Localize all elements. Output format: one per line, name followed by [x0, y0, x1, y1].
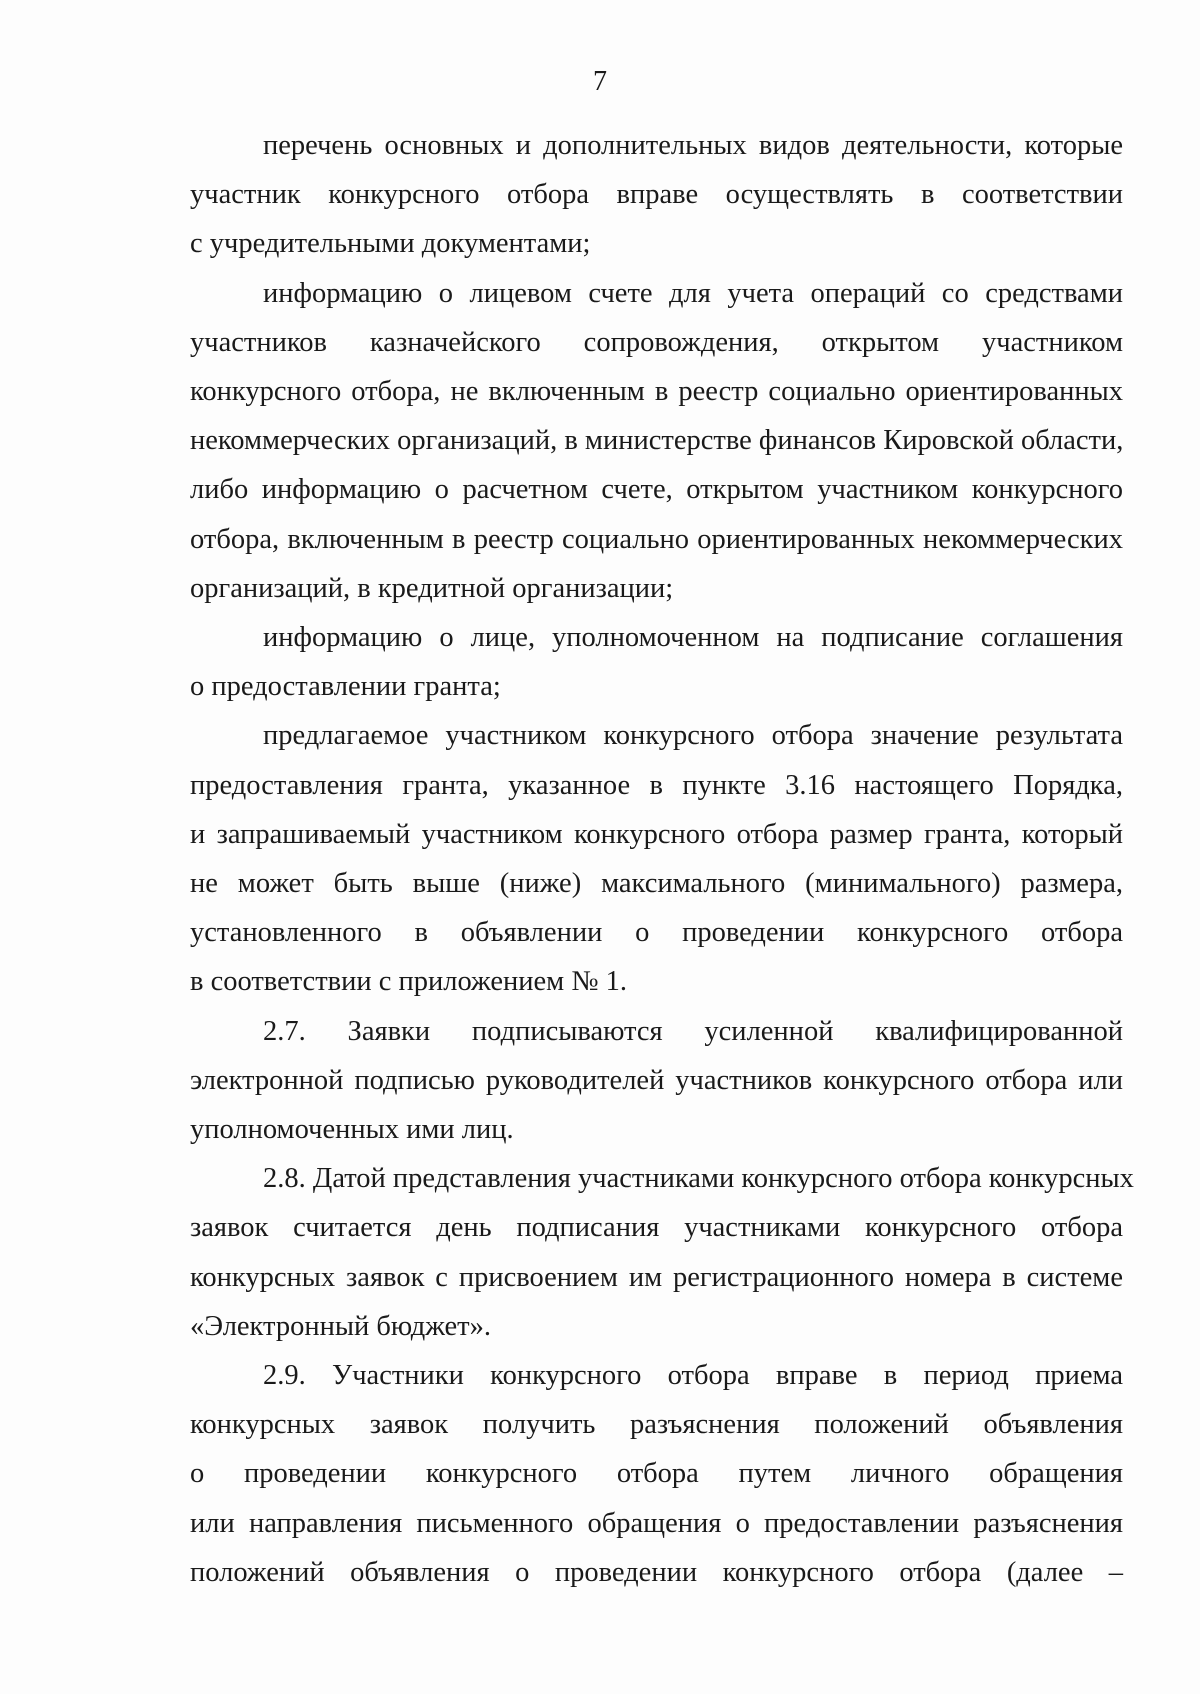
text-line: предоставления гранта, указанное в пункте 3.16 настоящего Порядка,	[190, 769, 1123, 801]
text-line: участников казначейского сопровождения, открытом участником	[190, 326, 1123, 358]
text-line: или направления письменного обращения о предоставлении разъяснения	[190, 1507, 1123, 1539]
text-line: 2.7. Заявки подписываются усиленной квалифицированной	[263, 1015, 1123, 1047]
text-line: конкурсных заявок получить разъяснения положений объявления	[190, 1409, 1123, 1441]
text-line: с учредительными документами;	[190, 228, 591, 260]
text-line: и запрашиваемый участником конкурсного отбора размер гранта, который	[190, 818, 1123, 850]
text-line: информацию о лицевом счете для учета операций со средствами	[263, 277, 1123, 309]
document-body	[190, 121, 1134, 1597]
text-line: участник конкурсного отбора вправе осуществлять в соответствии	[190, 179, 1123, 211]
text-line: отбора, включенным в реестр социально ориентированных некоммерческих	[190, 523, 1123, 555]
text-line: информацию о лице, уполномоченном на подписание соглашения	[263, 622, 1123, 654]
text-line: о проведении конкурсного отбора путем личного обращения	[190, 1458, 1123, 1490]
text-line: не может быть выше (ниже) максимального (минимального) размера,	[190, 868, 1123, 900]
text-line: «Электронный бюджет».	[190, 1310, 492, 1342]
text-line: предлагаемое участником конкурсного отбора значение результата	[263, 720, 1123, 752]
text-line: перечень основных и дополнительных видов деятельности, которые	[263, 130, 1123, 161]
text-line: либо информацию о расчетном счете, открытом участником конкурсного	[190, 474, 1123, 506]
text-line: 2.9. Участники конкурсного отбора вправе в период приема	[263, 1360, 1123, 1392]
text-line: организаций, в кредитной организации;	[190, 572, 674, 604]
text-line: уполномоченных ими лиц.	[190, 1114, 514, 1146]
text-line: о предоставлении гранта;	[190, 671, 501, 703]
text-line: конкурсных заявок с присвоением им регистрационного номера в системе	[190, 1261, 1123, 1293]
text-line: некоммерческих организаций, в министерстве финансов Кировской области,	[190, 425, 1124, 457]
page-number: 7	[593, 66, 607, 97]
text-line: 2.8. Датой представления участниками конкурсного отбора конкурсных	[263, 1163, 1134, 1195]
text-line: конкурсного отбора, не включенным в реестр социально ориентированных	[190, 376, 1123, 408]
text-line: электронной подписью руководителей участников конкурсного отбора или	[190, 1064, 1123, 1096]
text-line: установленного в объявлении о проведении конкурсного отбора	[190, 917, 1123, 949]
text-line: заявок считается день подписания участниками конкурсного отбора	[190, 1212, 1123, 1244]
text-line: положений объявления о проведении конкурсного отбора (далее –	[190, 1556, 1123, 1588]
text-line: в соответствии с приложением № 1.	[190, 966, 628, 998]
